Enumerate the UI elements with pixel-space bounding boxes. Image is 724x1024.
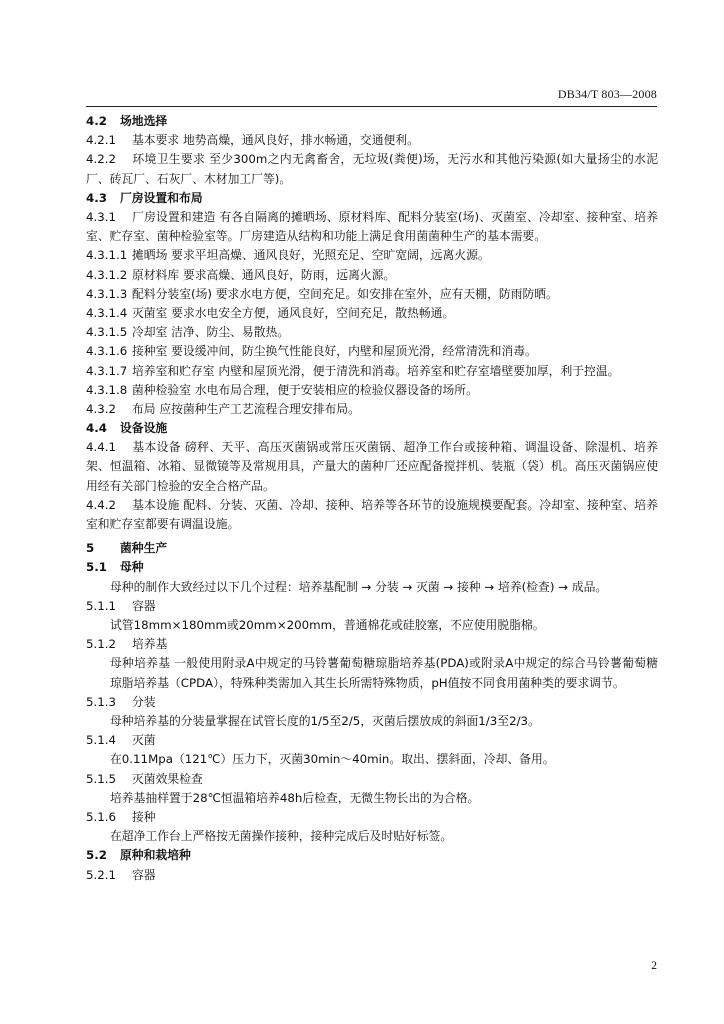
- clause-text: 母种培养基的分装量掌握在试管长度的1/5至2/5，灭菌后摆放成的斜面1/3至2/3。: [110, 714, 540, 729]
- clause-4-3: [86, 189, 658, 208]
- clause-number: 4.3.2: [86, 401, 117, 416]
- clause-number: 5.1.5: [86, 771, 117, 786]
- clause-5-1-6: [86, 808, 658, 827]
- clause-5-1-5: [86, 770, 658, 789]
- clause-4-3-1: [86, 208, 658, 246]
- clause-5: [86, 539, 658, 558]
- clause-4-3-1-3: [86, 285, 658, 304]
- paragraph-line: [86, 654, 658, 692]
- section-heading: 母种: [120, 560, 144, 575]
- clause-number: 5.1.4: [86, 733, 117, 748]
- clause-text: 基本要求 地势高燥，通风良好，排水畅通，交通便利。: [132, 133, 419, 148]
- header-rule: [86, 106, 657, 107]
- clause-text: 冷却室 洁净、防尘、易散热。: [132, 325, 290, 340]
- clause-text: 培养基抽样置于28℃恒温箱培养48h后检查，无微生物长出的为合格。: [110, 790, 480, 805]
- clause-4-3-1-8: [86, 381, 658, 400]
- clause-text: 分装: [132, 694, 156, 709]
- clause-number: 4.3.1.5: [86, 325, 128, 340]
- clause-number: 4.3.1.1: [86, 248, 128, 263]
- clause-number: 4.2.2: [86, 152, 117, 167]
- clause-number: 5: [86, 541, 95, 556]
- clause-text: 配料分装室(场) 要求水电方便，空间充足。如安排在室外，应有天棚，防雨防晒。: [132, 286, 558, 301]
- clause-text: 培养室和贮存室 内壁和屋顶光滑，便于清洗和消毒。培养室和贮存室墙壁要加厚，利于控温。: [132, 363, 620, 378]
- clause-5-1-4: [86, 731, 658, 750]
- clause-number: 5.1.2: [86, 637, 117, 652]
- paragraph-line: [86, 750, 658, 769]
- clause-text: 母种的制作大致经过以下几个过程：培养基配制 → 分装 → 灭菌 → 接种 → 培养(检查) → 成品。: [110, 579, 608, 594]
- clause-text: 接种: [132, 809, 156, 824]
- clause-text: 厂房设置和建造 有各自隔离的摊晒场、原材料库、配料分装室(场)、灭菌室、冷却室、接种室、培养室、贮存室、菌种检验室等。厂房建造从结构和功能上满足食用菌菌种生产的基本需要。: [86, 209, 658, 244]
- clause-5-2-1: [86, 866, 658, 885]
- clause-text: 母种培养基 一般使用附录A中规定的马铃薯葡萄糖琼脂培养基(PDA)或附录A中规定的综合马铃薯葡萄糖琼脂培养基（CPDA），特殊种类需加入其生长所需特殊物质，pH值按不同食用菌种类的要求调节。: [110, 656, 658, 690]
- clause-number: 4.3.1.6: [86, 344, 128, 359]
- paragraph-line: [86, 578, 658, 597]
- clause-text: 接种室 要设缓冲间，防尘换气性能良好，内壁和屋顶光滑，经常清洗和消毒。: [132, 344, 537, 359]
- clause-text: 基本设施 配料、分装、灭菌、冷却、接种、培养等各环节的设施规模要配套。冷却室、接种室、培养室和贮存室都要有调温设施。: [86, 497, 658, 532]
- clause-number: 4.4.2: [86, 497, 117, 512]
- clause-4-3-1-4: [86, 304, 658, 323]
- clause-4-2-2: [86, 150, 658, 188]
- clause-4-3-1-5: [86, 323, 658, 342]
- clause-4-3-1-1: [86, 246, 658, 265]
- clause-text: 在超净工作台上严格按无菌操作接种，接种完成后及时贴好标签。: [110, 829, 453, 844]
- section-heading: 菌种生产: [120, 541, 168, 556]
- clause-number: 5.1.3: [86, 694, 117, 709]
- clause-number: 4.3: [86, 190, 107, 205]
- clause-text: 布局 应按菌种生产工艺流程合理安排布局。: [132, 401, 360, 416]
- clause-5-1-3: [86, 693, 658, 712]
- clause-text: 原材料库 要求高燥、通风良好，防雨，远离火源。: [132, 267, 396, 282]
- clause-number: 5.1.1: [86, 598, 117, 613]
- clause-text: 摊晒场 要求平坦高燥、通风良好，光照充足、空旷宽阔，远离火源。: [132, 248, 490, 263]
- clause-text: 容器: [132, 598, 156, 613]
- clause-number: 4.3.1.3: [86, 286, 128, 301]
- clause-4-3-2: [86, 400, 658, 419]
- page-number: 2: [651, 960, 657, 972]
- paragraph-line: [86, 616, 658, 635]
- paragraph-line: [86, 789, 658, 808]
- clause-text: 灭菌: [132, 733, 156, 748]
- clause-number: 5.1.6: [86, 809, 117, 824]
- clause-number: 4.3.1.8: [86, 382, 128, 397]
- clause-text: 环境卫生要求 至少300m之内无禽畜舍，无垃圾(粪便)场，无污水和其他污染源(如大量扬尘的水泥厂、砖瓦厂、石灰厂、木材加工厂等)。: [86, 152, 658, 186]
- clause-text: 灭菌效果检查: [132, 771, 203, 786]
- clause-4-3-1-2: [86, 266, 658, 285]
- clause-4-4: [86, 419, 658, 438]
- clause-number: 5.1: [86, 560, 107, 575]
- clause-text: 在0.11Mpa（121℃）压力下，灭菌30min～40min。取出、摆斜面，冷却、备用。: [110, 752, 555, 767]
- clause-5-2: [86, 846, 658, 865]
- document-body: [86, 112, 658, 885]
- clause-number: 4.2: [86, 114, 107, 128]
- clause-number: 4.4: [86, 421, 107, 436]
- clause-text: 容器: [132, 867, 156, 882]
- clause-number: 5.2.1: [86, 867, 117, 882]
- clause-number: 4.2.1: [86, 133, 117, 148]
- clause-5-1-1: [86, 597, 658, 616]
- clause-text: 培养基: [132, 637, 168, 652]
- clause-text: 试管18mm×180mm或20mm×200mm，普通棉花或硅胶塞，不应使用脱脂棉。: [110, 618, 545, 633]
- section-heading: 厂房设置和布局: [120, 190, 203, 205]
- paragraph-line: [86, 712, 658, 731]
- clause-text: 菌种检验室 水电布局合理，便于安装相应的检验仪器设备的场所。: [132, 382, 478, 397]
- section-heading: 设备设施: [120, 421, 168, 436]
- section-heading: 原种和栽培种: [120, 848, 191, 863]
- clause-number: 4.3.1.4: [86, 305, 128, 320]
- clause-5-1-2: [86, 635, 658, 654]
- clause-number: 4.3.1.2: [86, 267, 128, 282]
- clause-4-3-1-7: [86, 362, 658, 381]
- clause-text: 灭菌室 要求水电安全方便，通风良好，空间充足，散热畅通。: [132, 305, 455, 320]
- clause-number: 5.2: [86, 848, 107, 863]
- clause-number: 4.4.1: [86, 440, 117, 455]
- clause-4-2-1: [86, 131, 658, 150]
- clause-text: 基本设备 磅秤、天平、高压灭菌锅或常压灭菌锅、超净工作台或接种箱、调温设备、除湿机、培养架、恒温箱、冰箱、显微镜等及常规用具，产量大的菌种厂还应配备搅拌机、装瓶（袋）机。高压灭菌锅应使用经有关部门检验的安全合格产品。: [86, 440, 658, 493]
- clause-5-1: [86, 558, 658, 577]
- paragraph-line: [86, 827, 658, 846]
- clause-4-2: [86, 112, 658, 131]
- clause-4-4-2: [86, 496, 658, 534]
- clause-number: 4.3.1.7: [86, 363, 128, 378]
- clause-4-4-1: [86, 438, 658, 496]
- clause-number: 4.3.1: [86, 209, 117, 224]
- section-heading: 场地选择: [120, 114, 168, 128]
- clause-4-3-1-6: [86, 342, 658, 361]
- standard-code: DB34/T 803—2008: [557, 87, 657, 101]
